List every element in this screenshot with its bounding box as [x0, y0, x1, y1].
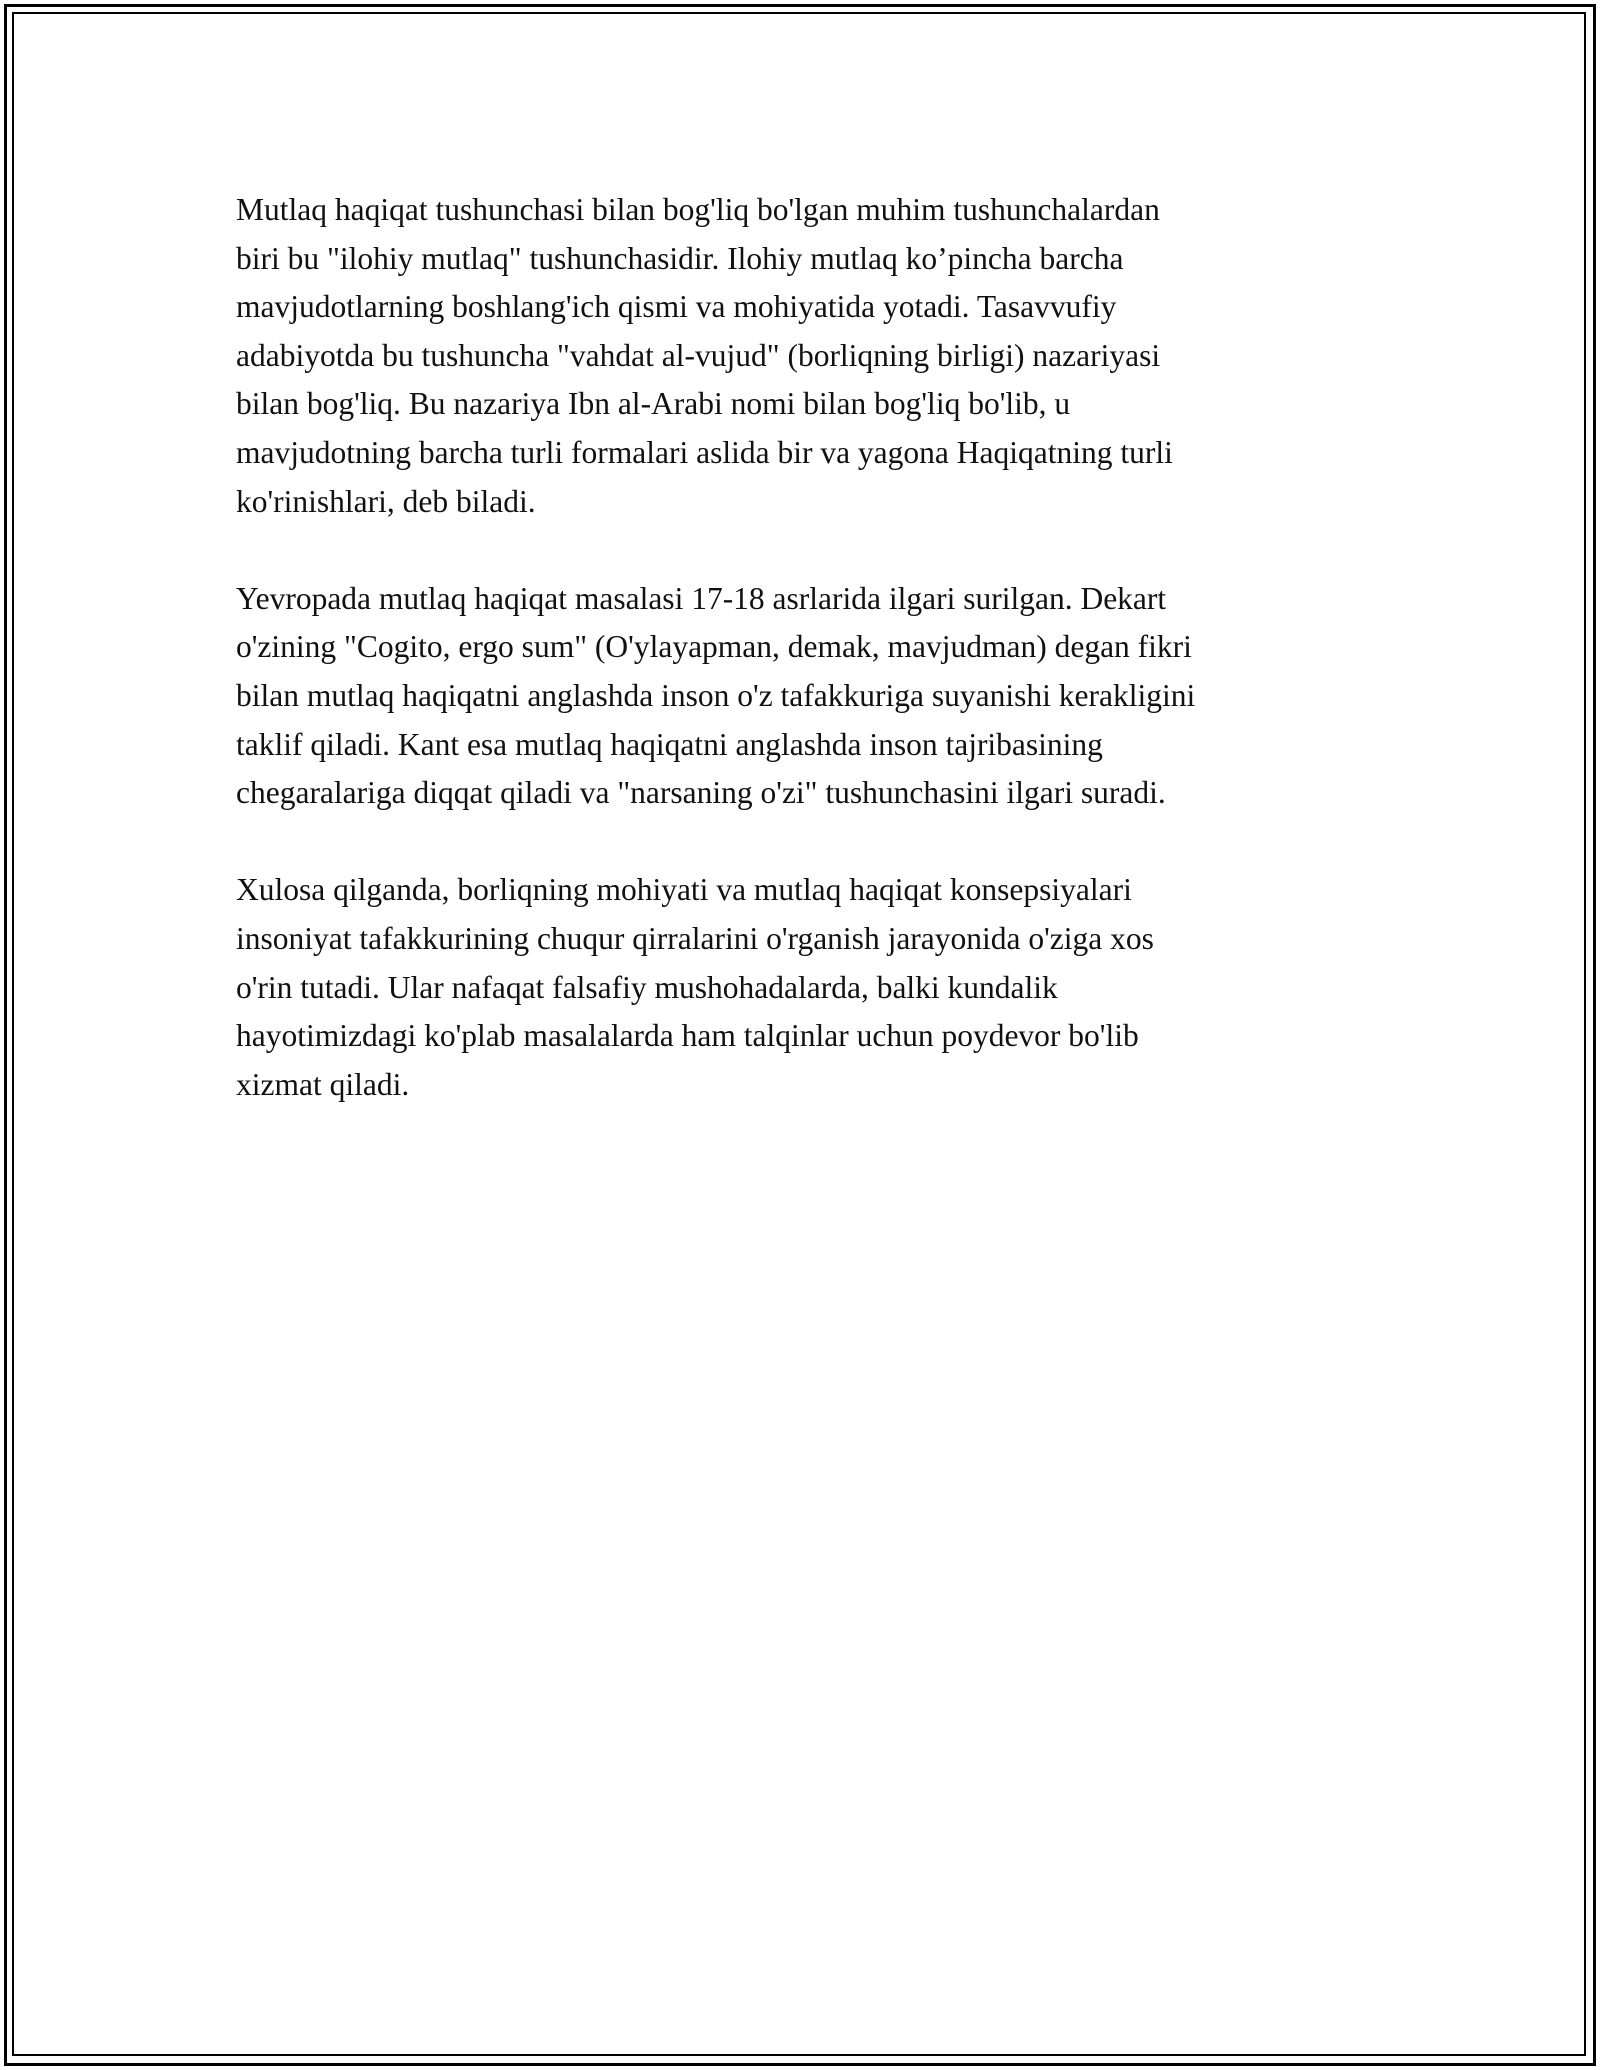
paragraph-2: Yevropada mutlaq haqiqat masalasi 17-18 asrlarida ilgari surilgan. Dekart o'zining "Cogito, ergo sum" (O'ylayapman, demak, mavjudman) degan fikri bilan mutlaq haqiqatni anglashda inson o'z tafakkuriga suyanishi kerakligini taklif qiladi. Kant esa mutlaq haqiqatni anglashda inson tajribasining chegaralariga diqqat qiladi va "narsaning o'zi" tushunchasini ilgari suradi.: [236, 580, 1196, 811]
document-body: [236, 186, 1366, 1158]
paragraph-3: Xulosa qilganda, borliqning mohiyati va mutlaq haqiqat konsepsiyalari insoniyat tafakkurining chuqur qirralarini o'rganish jarayonida o'ziga xos o'rin tutadi. Ular nafaqat falsafiy mushohadalarda, balki kundalik hayotimizdagi ko'plab masalalarda ham talqinlar uchun poydevor bo'lib xizmat qiladi.: [236, 872, 1154, 1102]
paragraph-1: Mutlaq haqiqat tushunchasi bilan bog'liq bo'lgan muhim tushunchalardan biri bu "ilohiy mutlaq" tushunchasidir. Ilohiy mutlaq ko’pincha barcha mavjudotlarning boshlang'ich qismi va mohiyatida yotadi. Tasavvufiy adabiyotda bu tushuncha "vahdat al-vujud" (borliqning birligi) nazariyasi bilan bog'liq. Bu nazariya Ibn al-Arabi nomi bilan bog'liq bo'lib, u mavjudotning barcha turli formalari aslida bir va yagona Haqiqatning turli ko'rinishlari, deb biladi.: [236, 192, 1173, 519]
